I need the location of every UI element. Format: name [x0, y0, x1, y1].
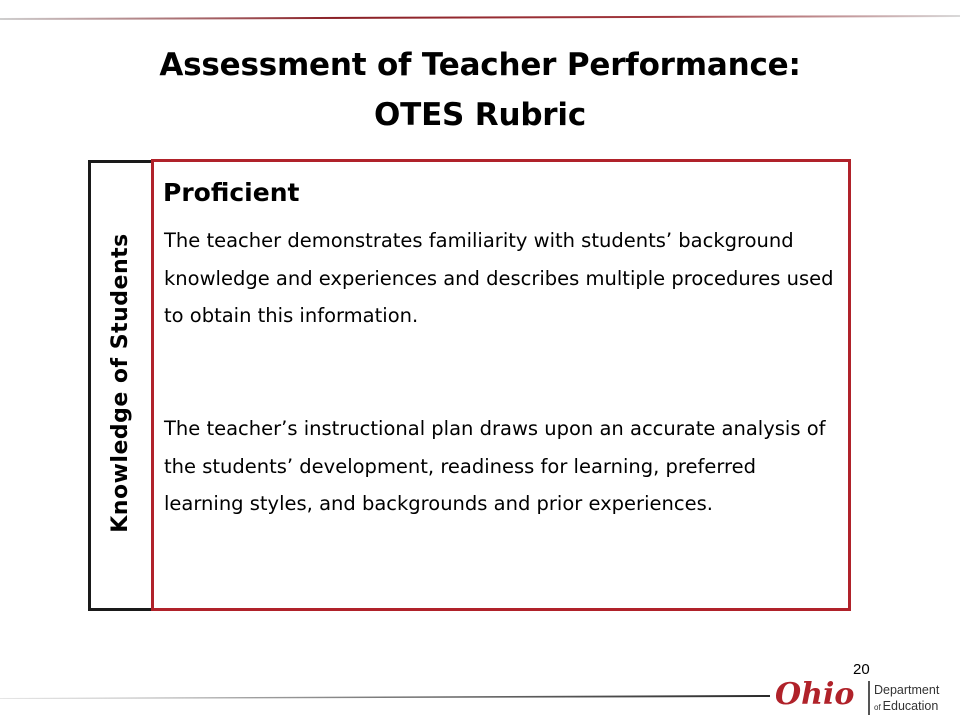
logo-education-text: Education — [882, 699, 939, 713]
page-number: 20 — [853, 661, 870, 678]
category-side-panel — [88, 160, 151, 611]
logo-of-text: of — [874, 703, 881, 712]
title-line-1: Assessment of Teacher Performance: — [159, 47, 801, 83]
descriptor-paragraph-2: The teacher’s instructional plan draws upon an accurate analysis of the students’ development, readiness for learning, preferred learning styles, and backgrounds and prior experiences. — [164, 417, 826, 515]
title-line-2: OTES Rubric — [373, 97, 586, 133]
logo-ohio-wordmark: Ohio — [775, 677, 855, 712]
rubric-content-box — [151, 159, 851, 611]
bottom-decorative-rule — [0, 693, 770, 701]
descriptor-paragraph-1: The teacher demonstrates familiarity with students’ background knowledge and experiences and describes multiple procedures used to obtain this information. — [164, 229, 834, 327]
logo-department-text: Department — [874, 683, 940, 697]
ohio-department-of-education-logo — [773, 675, 958, 717]
logo-divider — [868, 681, 870, 715]
category-label: Knowledge of Students — [108, 233, 133, 533]
rating-heading: Proficient — [163, 178, 300, 207]
slide-title — [0, 40, 960, 140]
top-decorative-rule — [0, 10, 960, 22]
logo-education-line — [874, 699, 938, 715]
